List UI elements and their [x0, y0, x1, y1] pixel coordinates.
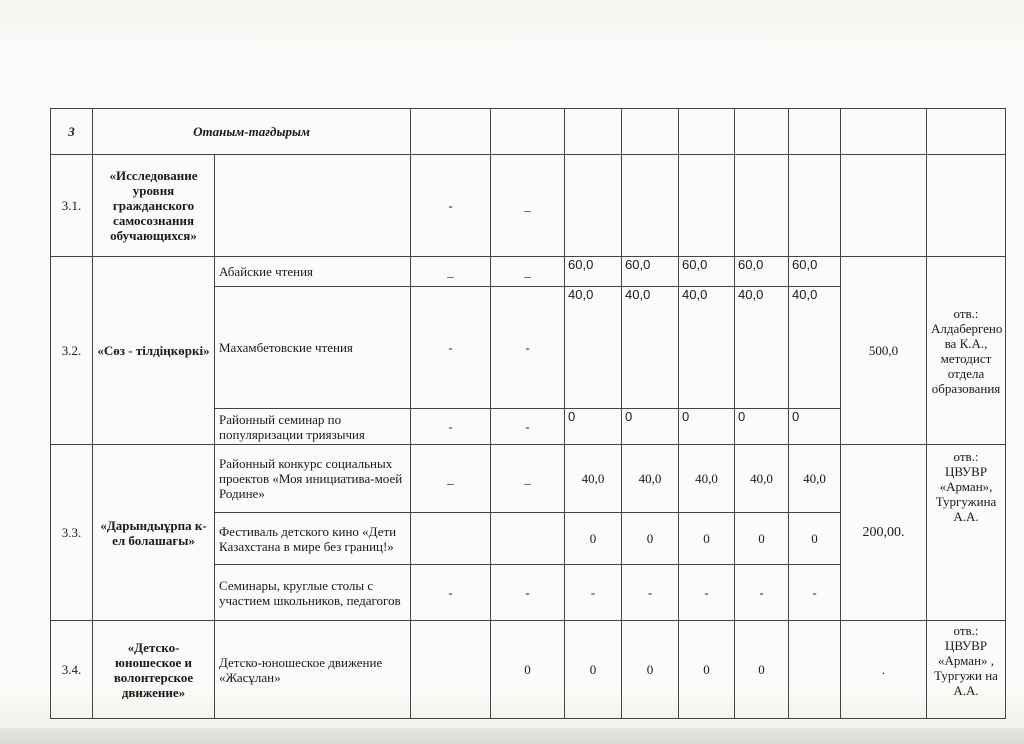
- event-title: «Сөз - тілдіңкөркі»: [93, 257, 215, 445]
- responsible-cell: отв.: Алдабергено ва К.А., методист отдела образования: [927, 257, 1006, 445]
- value-cell: 0: [789, 409, 841, 445]
- dash-cell: _: [491, 445, 565, 513]
- scan-edge: [0, 728, 1024, 744]
- activity-name: Махамбетовские чтения: [215, 287, 411, 409]
- dash-cell: -: [411, 287, 491, 409]
- event-title: «Исследование уровня гражданского самосознания обучающихся»: [93, 155, 215, 257]
- row-number: 3.1.: [51, 155, 93, 257]
- value-cell: 60,0: [679, 257, 735, 287]
- row-number: 3.4.: [51, 621, 93, 719]
- value-cell: 40,0: [565, 445, 622, 513]
- value-cell: 40,0: [735, 287, 789, 409]
- total-cell: 500,0: [841, 257, 927, 445]
- value-cell: 60,0: [565, 257, 622, 287]
- value-cell: 60,0: [789, 257, 841, 287]
- dash-cell: _: [491, 257, 565, 287]
- total-cell: 200,00.: [841, 445, 927, 621]
- value-cell: 0: [735, 621, 789, 719]
- dash-cell: -: [491, 287, 565, 409]
- value-cell: 40,0: [789, 287, 841, 409]
- activity-name: Детско-юношеское движение «Жасұлан»: [215, 621, 411, 719]
- value-cell: 0: [679, 513, 735, 565]
- value-cell: -: [789, 565, 841, 621]
- value-cell: -: [622, 565, 679, 621]
- value-cell: 0: [735, 409, 789, 445]
- value-cell: 0: [622, 621, 679, 719]
- responsible-cell: отв.: ЦВУВР «Арман», Тургужина А.А.: [927, 445, 1006, 621]
- dash-cell: [411, 513, 491, 565]
- table-row: [51, 155, 1006, 257]
- value-cell: 40,0: [679, 445, 735, 513]
- dash-cell: _: [491, 155, 565, 257]
- value-cell: 0: [491, 621, 565, 719]
- dash-cell: _: [411, 445, 491, 513]
- dash-cell: [491, 513, 565, 565]
- dash-cell: -: [491, 565, 565, 621]
- plan-table: [50, 108, 1006, 719]
- row-number: 3.2.: [51, 257, 93, 445]
- value-cell: 60,0: [735, 257, 789, 287]
- value-cell: 0: [565, 621, 622, 719]
- value-cell: 40,0: [679, 287, 735, 409]
- value-cell: 0: [565, 409, 622, 445]
- table-row: [51, 257, 1006, 287]
- responsible-cell: отв.: ЦВУВР «Арман» , Тургужи на А.А.: [927, 621, 1006, 719]
- dash-cell: -: [411, 155, 491, 257]
- section-number: 3: [51, 109, 93, 155]
- table-row: [51, 621, 1006, 719]
- total-cell: .: [841, 621, 927, 719]
- value-cell: 0: [565, 513, 622, 565]
- activity-name: Районный конкурс социальных проектов «Моя инициатива-моей Родине»: [215, 445, 411, 513]
- value-cell: 40,0: [622, 287, 679, 409]
- value-cell: 0: [622, 409, 679, 445]
- dash-cell: -: [411, 409, 491, 445]
- value-cell: -: [565, 565, 622, 621]
- dash-cell: _: [411, 257, 491, 287]
- activity-name: Абайские чтения: [215, 257, 411, 287]
- value-cell: 40,0: [789, 445, 841, 513]
- activity-name: Районный семинар по популяризации триязычия: [215, 409, 411, 445]
- section-title: Отаным-тағдырым: [93, 109, 411, 155]
- value-cell: -: [679, 565, 735, 621]
- value-cell: 40,0: [565, 287, 622, 409]
- dash-cell: -: [491, 409, 565, 445]
- dash-cell: -: [411, 565, 491, 621]
- value-cell: 40,0: [622, 445, 679, 513]
- event-title: «Детско-юношеское и волонтерское движение»: [93, 621, 215, 719]
- row-number: 3.3.: [51, 445, 93, 621]
- value-cell: 60,0: [622, 257, 679, 287]
- activity-name: Фестиваль детского кино «Дети Казахстана в мире без границ!»: [215, 513, 411, 565]
- value-cell: 0: [679, 409, 735, 445]
- value-cell: 0: [735, 513, 789, 565]
- value-cell: -: [735, 565, 789, 621]
- value-cell: 0: [789, 513, 841, 565]
- value-cell: 0: [622, 513, 679, 565]
- section-header-row: [51, 109, 1006, 155]
- event-title: «Дарындыұрпа к-ел болашағы»: [93, 445, 215, 621]
- value-cell: 0: [679, 621, 735, 719]
- value-cell: 40,0: [735, 445, 789, 513]
- table-row: [51, 445, 1006, 513]
- activity-name: Семинары, круглые столы с участием школьников, педагогов: [215, 565, 411, 621]
